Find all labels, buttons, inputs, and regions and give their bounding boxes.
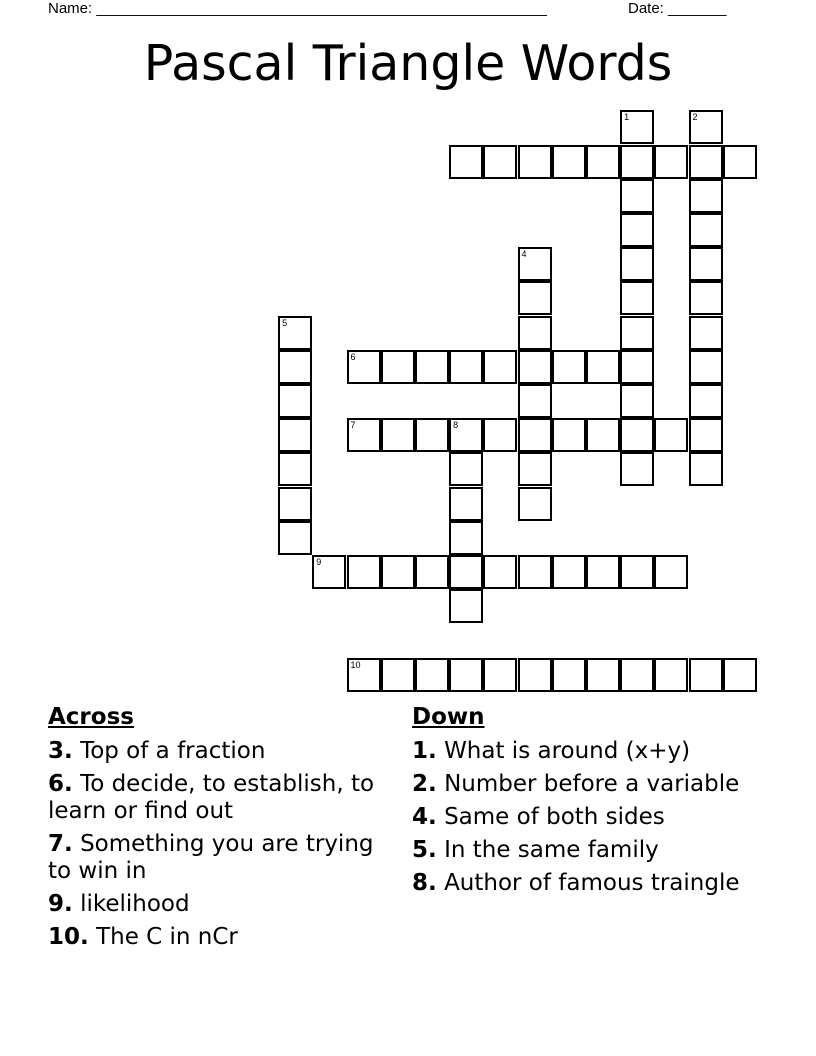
clue-text: Top of a fraction [80, 738, 266, 764]
grid-cell[interactable] [278, 384, 312, 418]
grid-cell[interactable] [347, 658, 381, 692]
grid-cell[interactable] [620, 658, 654, 692]
cell-number: 8 [453, 420, 459, 431]
grid-cell[interactable] [689, 213, 723, 247]
grid-cell[interactable] [415, 658, 449, 692]
grid-cell[interactable] [518, 247, 552, 281]
name-line[interactable]: Name: ______________________________________________________ [48, 0, 547, 17]
grid-cell[interactable] [654, 145, 688, 179]
grid-cell[interactable] [620, 418, 654, 452]
grid-cell[interactable] [689, 281, 723, 315]
grid-cell[interactable] [552, 145, 586, 179]
grid-cell[interactable] [689, 350, 723, 384]
grid-cell[interactable] [381, 350, 415, 384]
grid-cell[interactable] [449, 145, 483, 179]
across-clue-3 [48, 738, 393, 765]
grid-cell[interactable] [620, 452, 654, 486]
clue-text: Something you are trying to win in [48, 831, 374, 884]
grid-cell[interactable] [689, 110, 723, 144]
down-clue-8 [412, 870, 742, 897]
page-title: Pascal Triangle Words [143, 35, 673, 92]
clue-number: 10. [48, 924, 89, 950]
grid-cell[interactable] [620, 384, 654, 418]
grid-cell[interactable] [518, 350, 552, 384]
clue-text: Author of famous traingle [444, 870, 740, 896]
clue-text: likelihood [80, 891, 190, 917]
grid-cell[interactable] [347, 418, 381, 452]
clue-number: 8. [412, 870, 437, 896]
grid-cell[interactable] [689, 452, 723, 486]
clue-text: To decide, to establish, to learn or find out [48, 771, 375, 824]
grid-cell[interactable] [483, 350, 517, 384]
grid-cell[interactable] [449, 452, 483, 486]
grid-cell[interactable] [483, 555, 517, 589]
down-clue-5 [412, 837, 742, 864]
grid-cell[interactable] [620, 213, 654, 247]
grid-cell[interactable] [723, 145, 757, 179]
across-clue-10 [48, 924, 393, 951]
grid-cell[interactable] [483, 418, 517, 452]
grid-cell[interactable] [278, 487, 312, 521]
grid-cell[interactable] [620, 110, 654, 144]
grid-cell[interactable] [552, 418, 586, 452]
clue-number: 4. [412, 804, 437, 830]
cell-number: 9 [316, 557, 322, 567]
grid-cell[interactable] [689, 316, 723, 350]
cell-number: 2 [692, 112, 698, 123]
grid-cell[interactable] [518, 555, 552, 589]
grid-cell[interactable] [620, 247, 654, 281]
grid-cell[interactable] [586, 418, 620, 452]
across-clue-7 [48, 831, 393, 885]
clue-number: 6. [48, 771, 73, 797]
grid-cell[interactable] [723, 658, 757, 692]
down-clue-1 [412, 738, 742, 765]
down-clue-2 [412, 771, 742, 798]
grid-cell[interactable] [278, 350, 312, 384]
grid-cell[interactable] [689, 145, 723, 179]
across-clue-9 [48, 891, 393, 918]
grid-cell[interactable] [518, 281, 552, 315]
grid-cell[interactable] [689, 658, 723, 692]
grid-cell[interactable] [654, 418, 688, 452]
clue-number: 2. [412, 771, 437, 797]
clue-text: The C in nCr [96, 924, 238, 950]
grid-cell[interactable] [689, 247, 723, 281]
grid-cell[interactable] [278, 418, 312, 452]
grid-cell[interactable] [449, 350, 483, 384]
grid-cell[interactable] [620, 281, 654, 315]
grid-cell[interactable] [483, 145, 517, 179]
down-clues [412, 702, 742, 903]
grid-cell[interactable] [449, 418, 483, 452]
cell-number: 6 [350, 351, 356, 362]
across-heading: Across [48, 704, 134, 730]
grid-cell[interactable] [449, 487, 483, 521]
grid-cell[interactable] [381, 555, 415, 589]
grid-cell[interactable] [381, 418, 415, 452]
grid-cell[interactable] [415, 555, 449, 589]
grid-cell[interactable] [518, 384, 552, 418]
cell-number: 10 [350, 659, 361, 670]
cell-number: 1 [624, 112, 630, 123]
grid-cell[interactable] [347, 350, 381, 384]
grid-cell[interactable] [586, 350, 620, 384]
clue-number: 3. [48, 738, 73, 764]
grid-cell[interactable] [689, 418, 723, 452]
grid-cell[interactable] [552, 555, 586, 589]
grid-cell[interactable] [278, 316, 312, 350]
across-clues [48, 702, 393, 957]
grid-cell[interactable] [586, 145, 620, 179]
grid-cell[interactable] [620, 555, 654, 589]
grid-cell[interactable] [518, 418, 552, 452]
grid-cell[interactable] [689, 179, 723, 213]
grid-cell[interactable] [449, 589, 483, 623]
down-heading: Down [412, 704, 485, 730]
clue-number: 7. [48, 831, 73, 857]
cell-number: 7 [350, 420, 356, 431]
grid-cell[interactable] [518, 487, 552, 521]
grid-cell[interactable] [347, 555, 381, 589]
grid-cell[interactable] [620, 316, 654, 350]
grid-cell[interactable] [552, 350, 586, 384]
clue-number: 1. [412, 738, 437, 764]
grid-cell[interactable] [518, 658, 552, 692]
grid-cell[interactable] [381, 658, 415, 692]
grid-cell[interactable] [518, 316, 552, 350]
clue-text: What is around (x+y) [444, 738, 691, 764]
clue-text: Number before a variable [444, 771, 740, 797]
grid-cell[interactable] [654, 555, 688, 589]
grid-cell[interactable] [415, 418, 449, 452]
grid-cell[interactable] [689, 384, 723, 418]
grid-cell[interactable] [278, 452, 312, 486]
clue-number: 9. [48, 891, 73, 917]
grid-cell[interactable] [654, 658, 688, 692]
clue-text: In the same family [444, 837, 659, 863]
grid-cell[interactable] [586, 658, 620, 692]
grid-cell[interactable] [620, 350, 654, 384]
cell-number: 4 [521, 249, 527, 260]
grid-cell[interactable] [449, 521, 483, 555]
down-clue-4 [412, 804, 742, 831]
cell-number: 5 [282, 317, 288, 328]
across-clue-6 [48, 771, 393, 825]
grid-cell[interactable] [620, 179, 654, 213]
grid-cell[interactable] [278, 521, 312, 555]
grid-cell[interactable] [586, 555, 620, 589]
grid-cell[interactable] [449, 555, 483, 589]
grid-cell[interactable] [518, 452, 552, 486]
clue-text: Same of both sides [444, 804, 665, 830]
grid-cell[interactable] [415, 350, 449, 384]
clue-number: 5. [412, 837, 437, 863]
grid-cell[interactable] [312, 555, 346, 589]
grid-cell[interactable] [449, 658, 483, 692]
date-line[interactable]: Date: _______ [628, 0, 727, 17]
grid-cell[interactable] [518, 145, 552, 179]
grid-cell[interactable] [620, 145, 654, 179]
grid-cell[interactable] [483, 658, 517, 692]
grid-cell[interactable] [552, 658, 586, 692]
